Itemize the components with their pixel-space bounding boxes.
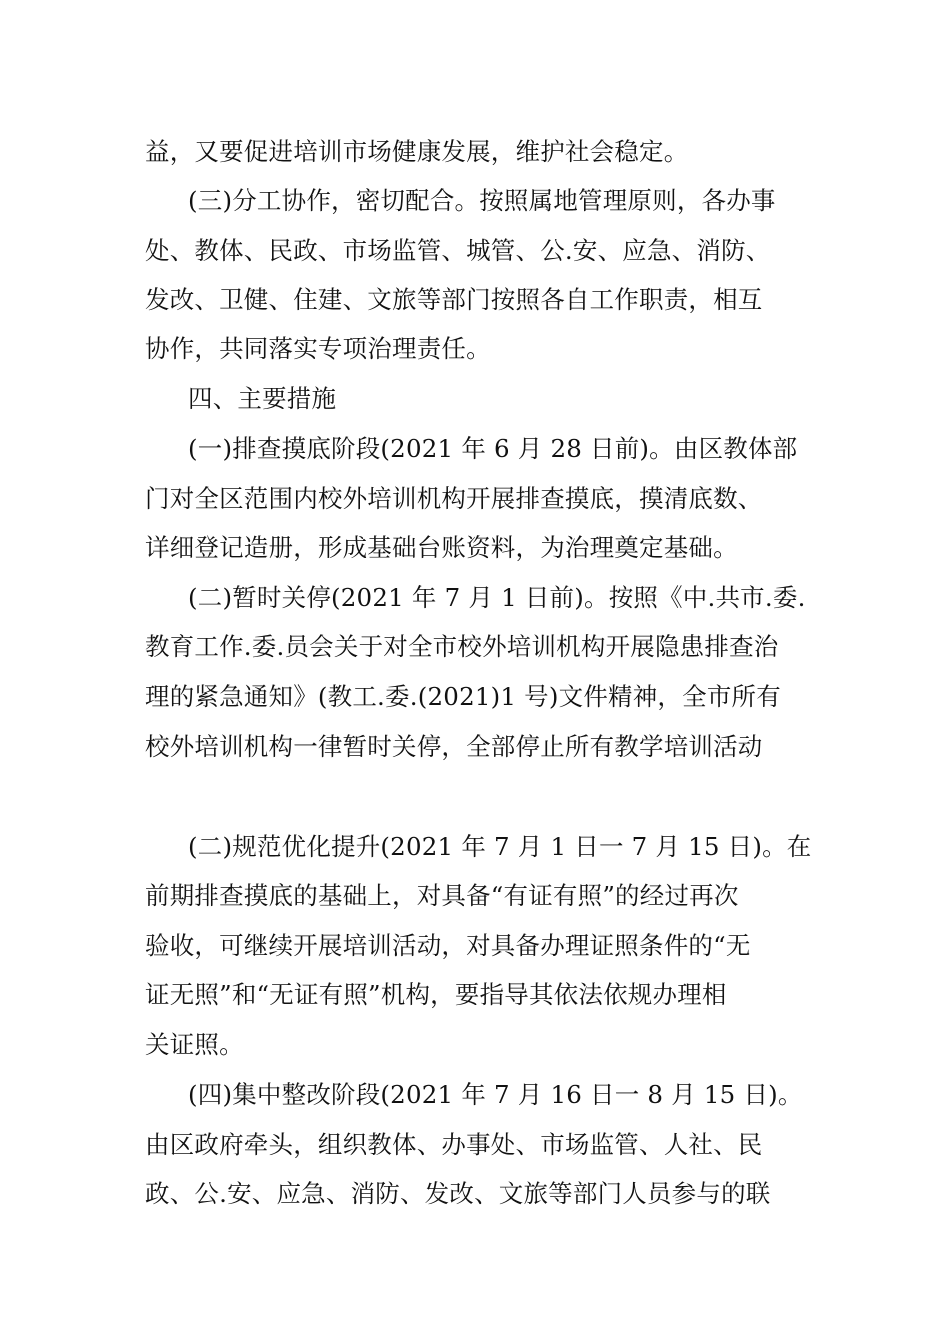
text-line: 理的紧急通知》(教工.委.(2021)1 号)文件精神，全市所有 <box>145 682 781 711</box>
text-line: 教育工作.委.员会关于对全市校外培训机构开展隐患排查治 <box>145 632 779 661</box>
text-line: 益，又要促进培训市场健康发展，维护社会稳定。 <box>145 137 689 166</box>
text-line: 验收，可继续开展培训活动，对具备办理证照条件的“无 <box>145 931 751 960</box>
text-line: 处、教体、民政、市场监管、城管、公.安、应急、消防、 <box>145 236 771 265</box>
text-line: 关证照。 <box>145 1030 244 1059</box>
text-line: 详细登记造册，形成基础台账资料，为治理奠定基础。 <box>145 533 738 562</box>
text-line: 协作，共同落实专项治理责任。 <box>145 334 491 363</box>
text-line: 发改、卫健、住建、文旅等部门按照各自工作职责，相互 <box>145 285 763 314</box>
text-line: (一)排查摸底阶段(2021 年 6 月 28 日前)。由区教体部 <box>188 434 798 463</box>
text-line: 政、公.安、应急、消防、发改、文旅等部门人员参与的联 <box>145 1179 771 1208</box>
text-line: 前期排查摸底的基础上，对具备“有证有照”的经过再次 <box>145 881 739 910</box>
text-line: (二)规范优化提升(2021 年 7 月 1 日一 7 月 15 日)。在 <box>188 832 812 861</box>
text-line: 校外培训机构一律暂时关停，全部停止所有教学培训活动 <box>145 732 763 761</box>
section-heading: 四、主要措施 <box>188 384 337 413</box>
text-line: (四)集中整改阶段(2021 年 7 月 16 日一 8 月 15 日)。 <box>188 1080 803 1109</box>
text-line: 门对全区范围内校外培训机构开展排查摸底，摸清底数、 <box>145 484 763 513</box>
text-line: (三)分工协作，密切配合。按照属地管理原则，各办事 <box>188 186 776 215</box>
text-line: (二)暂时关停(2021 年 7 月 1 日前)。按照《中.共市.委. <box>188 583 806 612</box>
text-line: 证无照”和“无证有照”机构，要指导其依法依规办理相 <box>145 980 727 1009</box>
text-line: 由区政府牵头，组织教体、办事处、市场监管、人社、民 <box>145 1130 763 1159</box>
